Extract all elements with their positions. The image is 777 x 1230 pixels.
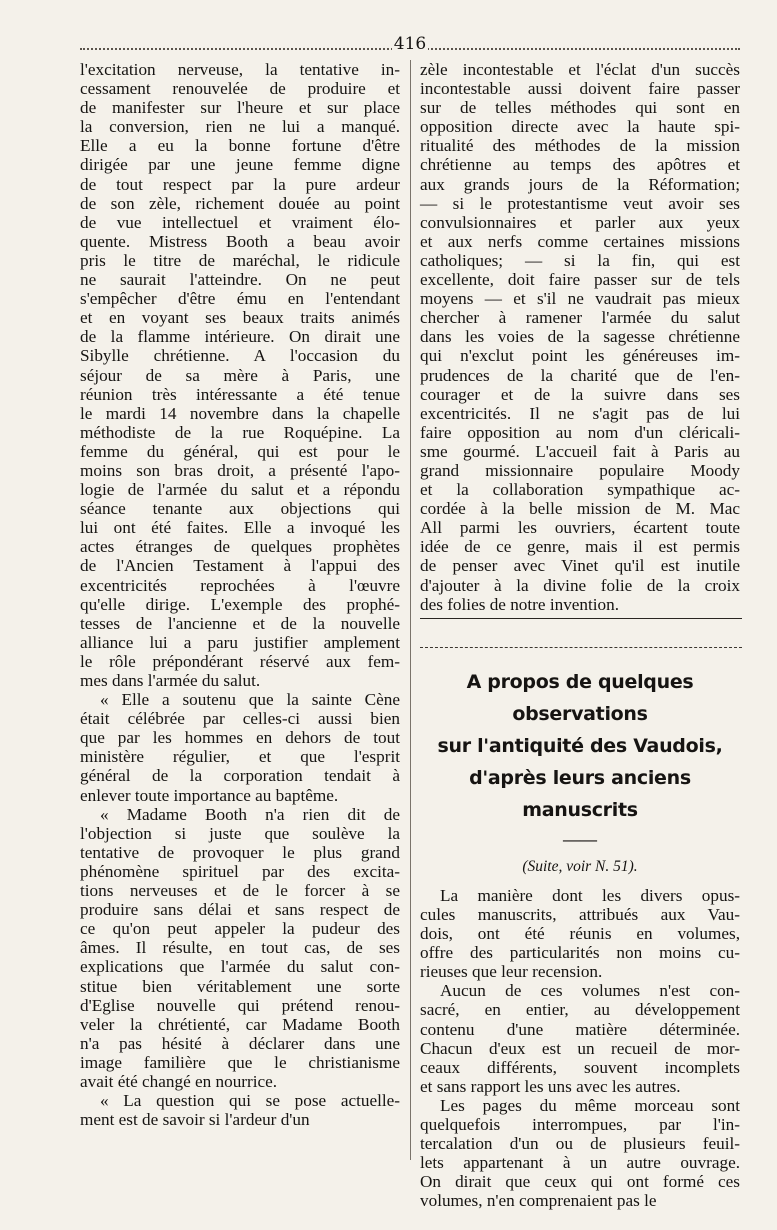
article-title-line: d'après leurs anciens manuscrits (469, 766, 691, 821)
text-line: enlever toute importance au baptême. (80, 785, 339, 805)
paragraph (420, 886, 740, 981)
text-line: explications que l'armée du salut con- (80, 957, 400, 977)
text-line: ce qu'on peut appeler la pudeur des (80, 919, 400, 939)
text-line: de tout respect par la pure ardeur (80, 174, 400, 194)
text-line: la conversion, rien ne lui a manqué. (80, 117, 400, 137)
text-line: dirigée par une jeune femme digne (80, 155, 400, 175)
text-line: ne saurait l'atteindre. On ne peut (80, 270, 400, 290)
text-line: aux grands jours de la Réformation; (420, 174, 740, 194)
text-line: et aux nerfs comme certaines missions (420, 231, 740, 251)
text-line: volumes, n'en comprenaient pas le (420, 1191, 657, 1211)
text-line: tentative de provoquer le plus grand (80, 842, 400, 862)
section-separator (420, 647, 742, 648)
text-line: Sibylle chrétienne. A l'occasion du (80, 346, 400, 366)
text-line: avait été changé en nourrice. (80, 1071, 278, 1091)
text-line: moins son bras droit, a présenté l'apo- (80, 460, 400, 480)
text-line: d'ajouter à la divine folie de la croix (420, 575, 740, 595)
text-line: ceaux différents, souvent incomplets (420, 1057, 740, 1077)
text-line: grand missionnaire populaire Moody (420, 460, 740, 480)
text-line: qui n'exclut point les généreuses im- (420, 346, 740, 366)
section-end-rule (420, 618, 742, 619)
text-line: All parmi les ouvriers, écartent toute (420, 518, 740, 538)
text-line: ritualité des méthodes de la mission (420, 136, 740, 156)
text-line: lui ont été faites. Elle a invoqué les (80, 518, 400, 538)
text-line: des folies de notre invention. (420, 594, 620, 614)
text-line: d'Eglise nouvelle qui prétend renou- (80, 995, 400, 1015)
text-line: stitue bien véritablement une sorte (80, 976, 400, 996)
text-line: tions nerveuses et de le forcer à se (80, 881, 400, 901)
text-line: excentricités. Il ne s'agit pas de lui (420, 403, 740, 423)
suite-note: (Suite, voir N. 51). (522, 857, 638, 875)
text-line: La manière dont les divers opus- (440, 885, 740, 905)
text-line: quelquefois interrompues, par l'in- (420, 1115, 740, 1135)
paragraph (80, 60, 400, 690)
text-line: opposition directe avec la haute spi- (420, 117, 740, 137)
text-line: séance tenante aux objections qui (80, 499, 400, 519)
text-line: mes dans l'armée du salut. (80, 671, 261, 690)
text-line: cessament renouvelée de produire et (80, 79, 400, 99)
text-line: — si le protestantisme veut avoir ses (420, 193, 740, 213)
paragraph (420, 1096, 740, 1211)
text-line: séjour de sa mère à Paris, une (80, 365, 400, 385)
text-line: alliance lui a paru justifier amplement (80, 632, 400, 652)
text-line: méthodiste de la rue Roquépine. La (80, 422, 400, 442)
text-line: moyens — et s'il ne vaudrait pas mieux (420, 289, 740, 309)
text-line: catholiques; — si la fin, qui est (420, 250, 740, 270)
paragraph (80, 1091, 400, 1129)
text-line: de l'Ancien Testament à l'appui des (80, 556, 400, 576)
text-line: femme du général, qui est pour le (80, 441, 400, 461)
text-line: « La question qui se pose actuelle- (100, 1091, 400, 1111)
text-line: de manifester sur l'heure et sur place (80, 98, 400, 118)
text-line: excellente, doit faire passer sur de tels (420, 270, 740, 290)
text-line: général de la corporation tendait à (80, 766, 400, 786)
text-line: et sans rapport les uns avec les autres. (420, 1076, 681, 1096)
paragraph (80, 805, 400, 1091)
text-line: idée de ce genre, mais il est permis (420, 537, 740, 557)
text-line: Elle a eu la bonne fortune d'être (80, 136, 400, 156)
page-number: 416 (393, 34, 427, 54)
text-line: logie de l'armée du salut et a répondu (80, 480, 400, 500)
text-line: ment est de savoir si l'ardeur d'un (80, 1110, 310, 1130)
text-line: convulsionnaires et parler aux yeux (420, 212, 740, 232)
text-line: cules manuscrits, attribués aux Vau- (420, 905, 740, 924)
text-line: incontestable aussi doivent faire passer (420, 79, 740, 99)
text-line: s'empêcher d'être ému en l'entendant (80, 289, 400, 309)
article-title-line: A propos de quelques observations (466, 670, 694, 725)
column-divider (410, 60, 411, 1160)
text-line: tercalation d'un ou de plusieurs feuil- (420, 1134, 740, 1154)
text-line: le mardi 14 novembre dans la chapelle (80, 403, 400, 423)
text-line: qu'elle dirige. L'exemple des prophé- (80, 594, 400, 614)
text-line: lets appartenant à un autre ouvrage. (420, 1153, 740, 1173)
title-dash: —— (563, 829, 597, 849)
text-line: réunion très intéressante a été tenue (80, 384, 400, 404)
text-line: l'excitation nerveuse, la tentative in- (80, 60, 400, 79)
text-line: et la collaboration sympathique ac- (420, 480, 740, 500)
text-line: tesses de l'ancienne et de la nouvelle (80, 613, 400, 633)
text-line: prudences de la charité que de l'en- (420, 365, 740, 385)
continuation-text (420, 60, 740, 614)
text-line: zèle incontestable et l'éclat d'un succès (420, 60, 740, 79)
text-line: quente. Mistress Booth a beau avoir (80, 231, 400, 251)
article-body (420, 886, 740, 1211)
article-title-line: sur l'antiquité des Vaudois, (437, 734, 723, 757)
text-line: n'a pas hésité à déclarer dans une (80, 1033, 400, 1053)
text-line: était célébrée par celles-ci aussi bien (80, 709, 400, 729)
text-line: de la flamme intérieure. On dirait une (80, 327, 400, 347)
text-line: de vue intellectuel et vraiment élo- (80, 212, 400, 232)
text-line: dois, ont été réunis en volumes, (420, 924, 740, 944)
article-title (420, 666, 740, 826)
paragraph (80, 690, 400, 805)
text-line: « Elle a soutenu que la sainte Cène (100, 690, 400, 710)
text-line: produire sans délai et sans respect de (80, 900, 400, 920)
text-line: veler la chrétienté, car Madame Booth (80, 1014, 400, 1034)
text-line: sacré, en entier, au développement (420, 1000, 740, 1020)
text-line: excentricités reprochées à l'œuvre (80, 575, 400, 595)
left-column (80, 60, 400, 1129)
paragraph (420, 60, 740, 614)
text-line: le rôle prépondérant réservé aux fem- (80, 651, 400, 671)
text-line: que par les hommes en dehors de tout (80, 728, 400, 748)
text-line: âmes. Il résulte, en tout cas, de ses (80, 938, 400, 958)
text-line: « Madame Booth n'a rien dit de (100, 804, 400, 824)
text-line: sur de telles méthodes qui sont en (420, 98, 740, 118)
text-line: pris le titre de maréchal, le ridicule (80, 250, 400, 270)
text-line: de penser avec Vinet qu'il est inutile (420, 556, 740, 576)
text-line: phénomène spirituel par des excita- (80, 861, 400, 881)
text-line: rieuses que leur recension. (420, 962, 603, 982)
text-line: actes étranges de quelques prophètes (80, 537, 400, 557)
text-line: Chacun d'eux est un recueil de mor- (420, 1038, 740, 1058)
text-line: courager et de la suivre dans ses (420, 384, 740, 404)
paragraph (420, 981, 740, 1096)
text-line: contenu d'une matière déterminée. (420, 1019, 740, 1039)
text-line: et en voyant ses beaux traits animés (80, 308, 400, 328)
text-line: cordée à la belle mission de M. Mac (420, 499, 740, 519)
text-line: faire opposition au nom d'un cléricali- (420, 422, 740, 442)
text-line: l'objection si juste que soulève la (80, 823, 400, 843)
text-line: chercher à ramener l'armée du salut (420, 308, 740, 328)
text-line: Les pages du même morceau sont (440, 1095, 740, 1115)
text-line: image familière que le christianisme (80, 1052, 400, 1072)
text-line: chrétienne au temps des apôtres et (420, 155, 740, 175)
right-column (420, 60, 740, 1211)
text-line: offre des particularités non moins cu- (420, 943, 740, 963)
text-line: On dirait que ceux qui ont formé ces (420, 1172, 740, 1192)
text-line: Aucun de ces volumes n'est con- (440, 981, 740, 1001)
text-line: dans les voies de la sagesse chrétienne (420, 327, 740, 347)
text-line: sme gourmé. L'accueil fait à Paris au (420, 441, 740, 461)
text-line: ministère régulier, et que l'esprit (80, 747, 400, 767)
text-line: de son zèle, richement douée au point (80, 193, 400, 213)
